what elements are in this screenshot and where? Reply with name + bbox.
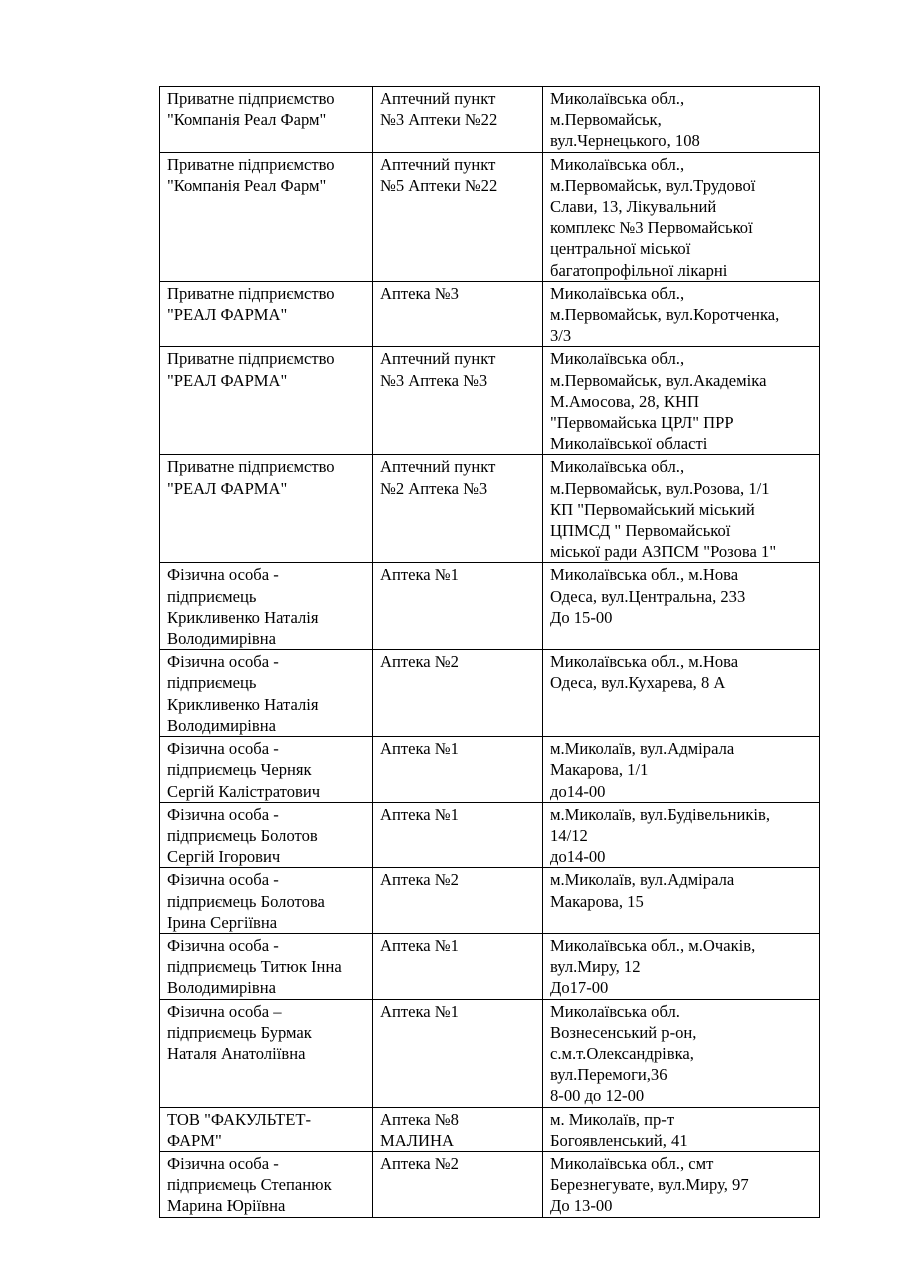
table-row [160, 933, 820, 999]
outlet-cell: Аптека №1 [373, 737, 543, 803]
owner-cell: Приватне підприємство "Компанія Реал Фарм" [160, 87, 373, 153]
address-cell: Миколаївська обл., м.Первомайськ, вул.Розова, 1/1 КП "Первомайський міський ЦПМСД " Первомайської міської ради АЗПСМ "Розова 1" [543, 455, 820, 563]
outlet-cell: Аптечний пункт №5 Аптеки №22 [373, 152, 543, 281]
address-cell: Миколаївська обл., м.Первомайськ, вул.Трудової Слави, 13, Лікувальний комплекс №3 Первомайської центральної міської багатопрофільної лікарні [543, 152, 820, 281]
owner-cell: ТОВ "ФАКУЛЬТЕТ- ФАРМ" [160, 1107, 373, 1151]
address-cell: м.Миколаїв, вул.Адмірала Макарова, 15 [543, 868, 820, 934]
pharmacy-table [159, 86, 820, 1218]
outlet-cell: Аптека №1 [373, 563, 543, 650]
address-cell: Миколаївська обл., м.Первомайськ, вул.Коротченка, 3/3 [543, 281, 820, 347]
owner-cell: Фізична особа - підприємець Болотова Ірина Сергіївна [160, 868, 373, 934]
address-cell: Миколаївська обл., м.Нова Одеса, вул.Центральна, 233 До 15-00 [543, 563, 820, 650]
table-row [160, 1151, 820, 1217]
owner-cell: Приватне підприємство "РЕАЛ ФАРМА" [160, 455, 373, 563]
owner-cell: Фізична особа - підприємець Крикливенко Наталія Володимирівна [160, 563, 373, 650]
address-cell: Миколаївська обл., м.Очаків, вул.Миру, 12 До17-00 [543, 933, 820, 999]
table-row [160, 868, 820, 934]
outlet-cell: Аптека №1 [373, 933, 543, 999]
table-row [160, 87, 820, 153]
address-cell: м.Миколаїв, вул.Адмірала Макарова, 1/1 до14-00 [543, 737, 820, 803]
outlet-cell: Аптечний пункт №2 Аптека №3 [373, 455, 543, 563]
table-row [160, 1107, 820, 1151]
table-row [160, 650, 820, 737]
owner-cell: Фізична особа – підприємець Бурмак Наталя Анатоліївна [160, 999, 373, 1107]
outlet-cell: Аптечний пункт №3 Аптеки №22 [373, 87, 543, 153]
outlet-cell: Аптека №2 [373, 868, 543, 934]
table-row [160, 999, 820, 1107]
table-row [160, 737, 820, 803]
outlet-cell: Аптека №8 МАЛИНА [373, 1107, 543, 1151]
owner-cell: Приватне підприємство "РЕАЛ ФАРМА" [160, 347, 373, 455]
address-cell: Миколаївська обл., м.Первомайськ, вул.Чернецького, 108 [543, 87, 820, 153]
outlet-cell: Аптека №1 [373, 802, 543, 868]
address-cell: Миколаївська обл., смт Березнегувате, вул.Миру, 97 До 13-00 [543, 1151, 820, 1217]
owner-cell: Фізична особа - підприємець Титюк Інна Володимирівна [160, 933, 373, 999]
address-cell: Миколаївська обл., м.Нова Одеса, вул.Кухарева, 8 А [543, 650, 820, 737]
address-cell: Миколаївська обл. Вознесенський р-он, с.м.т.Олександрівка, вул.Перемоги,36 8-00 до 12-00 [543, 999, 820, 1107]
owner-cell: Фізична особа - підприємець Степанюк Марина Юріївна [160, 1151, 373, 1217]
table-row [160, 802, 820, 868]
owner-cell: Приватне підприємство "Компанія Реал Фарм" [160, 152, 373, 281]
address-cell: м.Миколаїв, вул.Будівельників, 14/12 до14-00 [543, 802, 820, 868]
owner-cell: Фізична особа - підприємець Болотов Сергій Ігорович [160, 802, 373, 868]
outlet-cell: Аптечний пункт №3 Аптека №3 [373, 347, 543, 455]
owner-cell: Фізична особа - підприємець Черняк Сергій Калістратович [160, 737, 373, 803]
table-row [160, 563, 820, 650]
outlet-cell: Аптека №2 [373, 650, 543, 737]
address-cell: Миколаївська обл., м.Первомайськ, вул.Академіка М.Амосова, 28, КНП "Первомайська ЦРЛ" ПРР Миколаївської області [543, 347, 820, 455]
outlet-cell: Аптека №1 [373, 999, 543, 1107]
table-row [160, 152, 820, 281]
owner-cell: Фізична особа - підприємець Крикливенко Наталія Володимирівна [160, 650, 373, 737]
outlet-cell: Аптека №3 [373, 281, 543, 347]
owner-cell: Приватне підприємство "РЕАЛ ФАРМА" [160, 281, 373, 347]
address-cell: м. Миколаїв, пр-т Богоявленський, 41 [543, 1107, 820, 1151]
table-row [160, 281, 820, 347]
table-row [160, 455, 820, 563]
outlet-cell: Аптека №2 [373, 1151, 543, 1217]
table-row [160, 347, 820, 455]
